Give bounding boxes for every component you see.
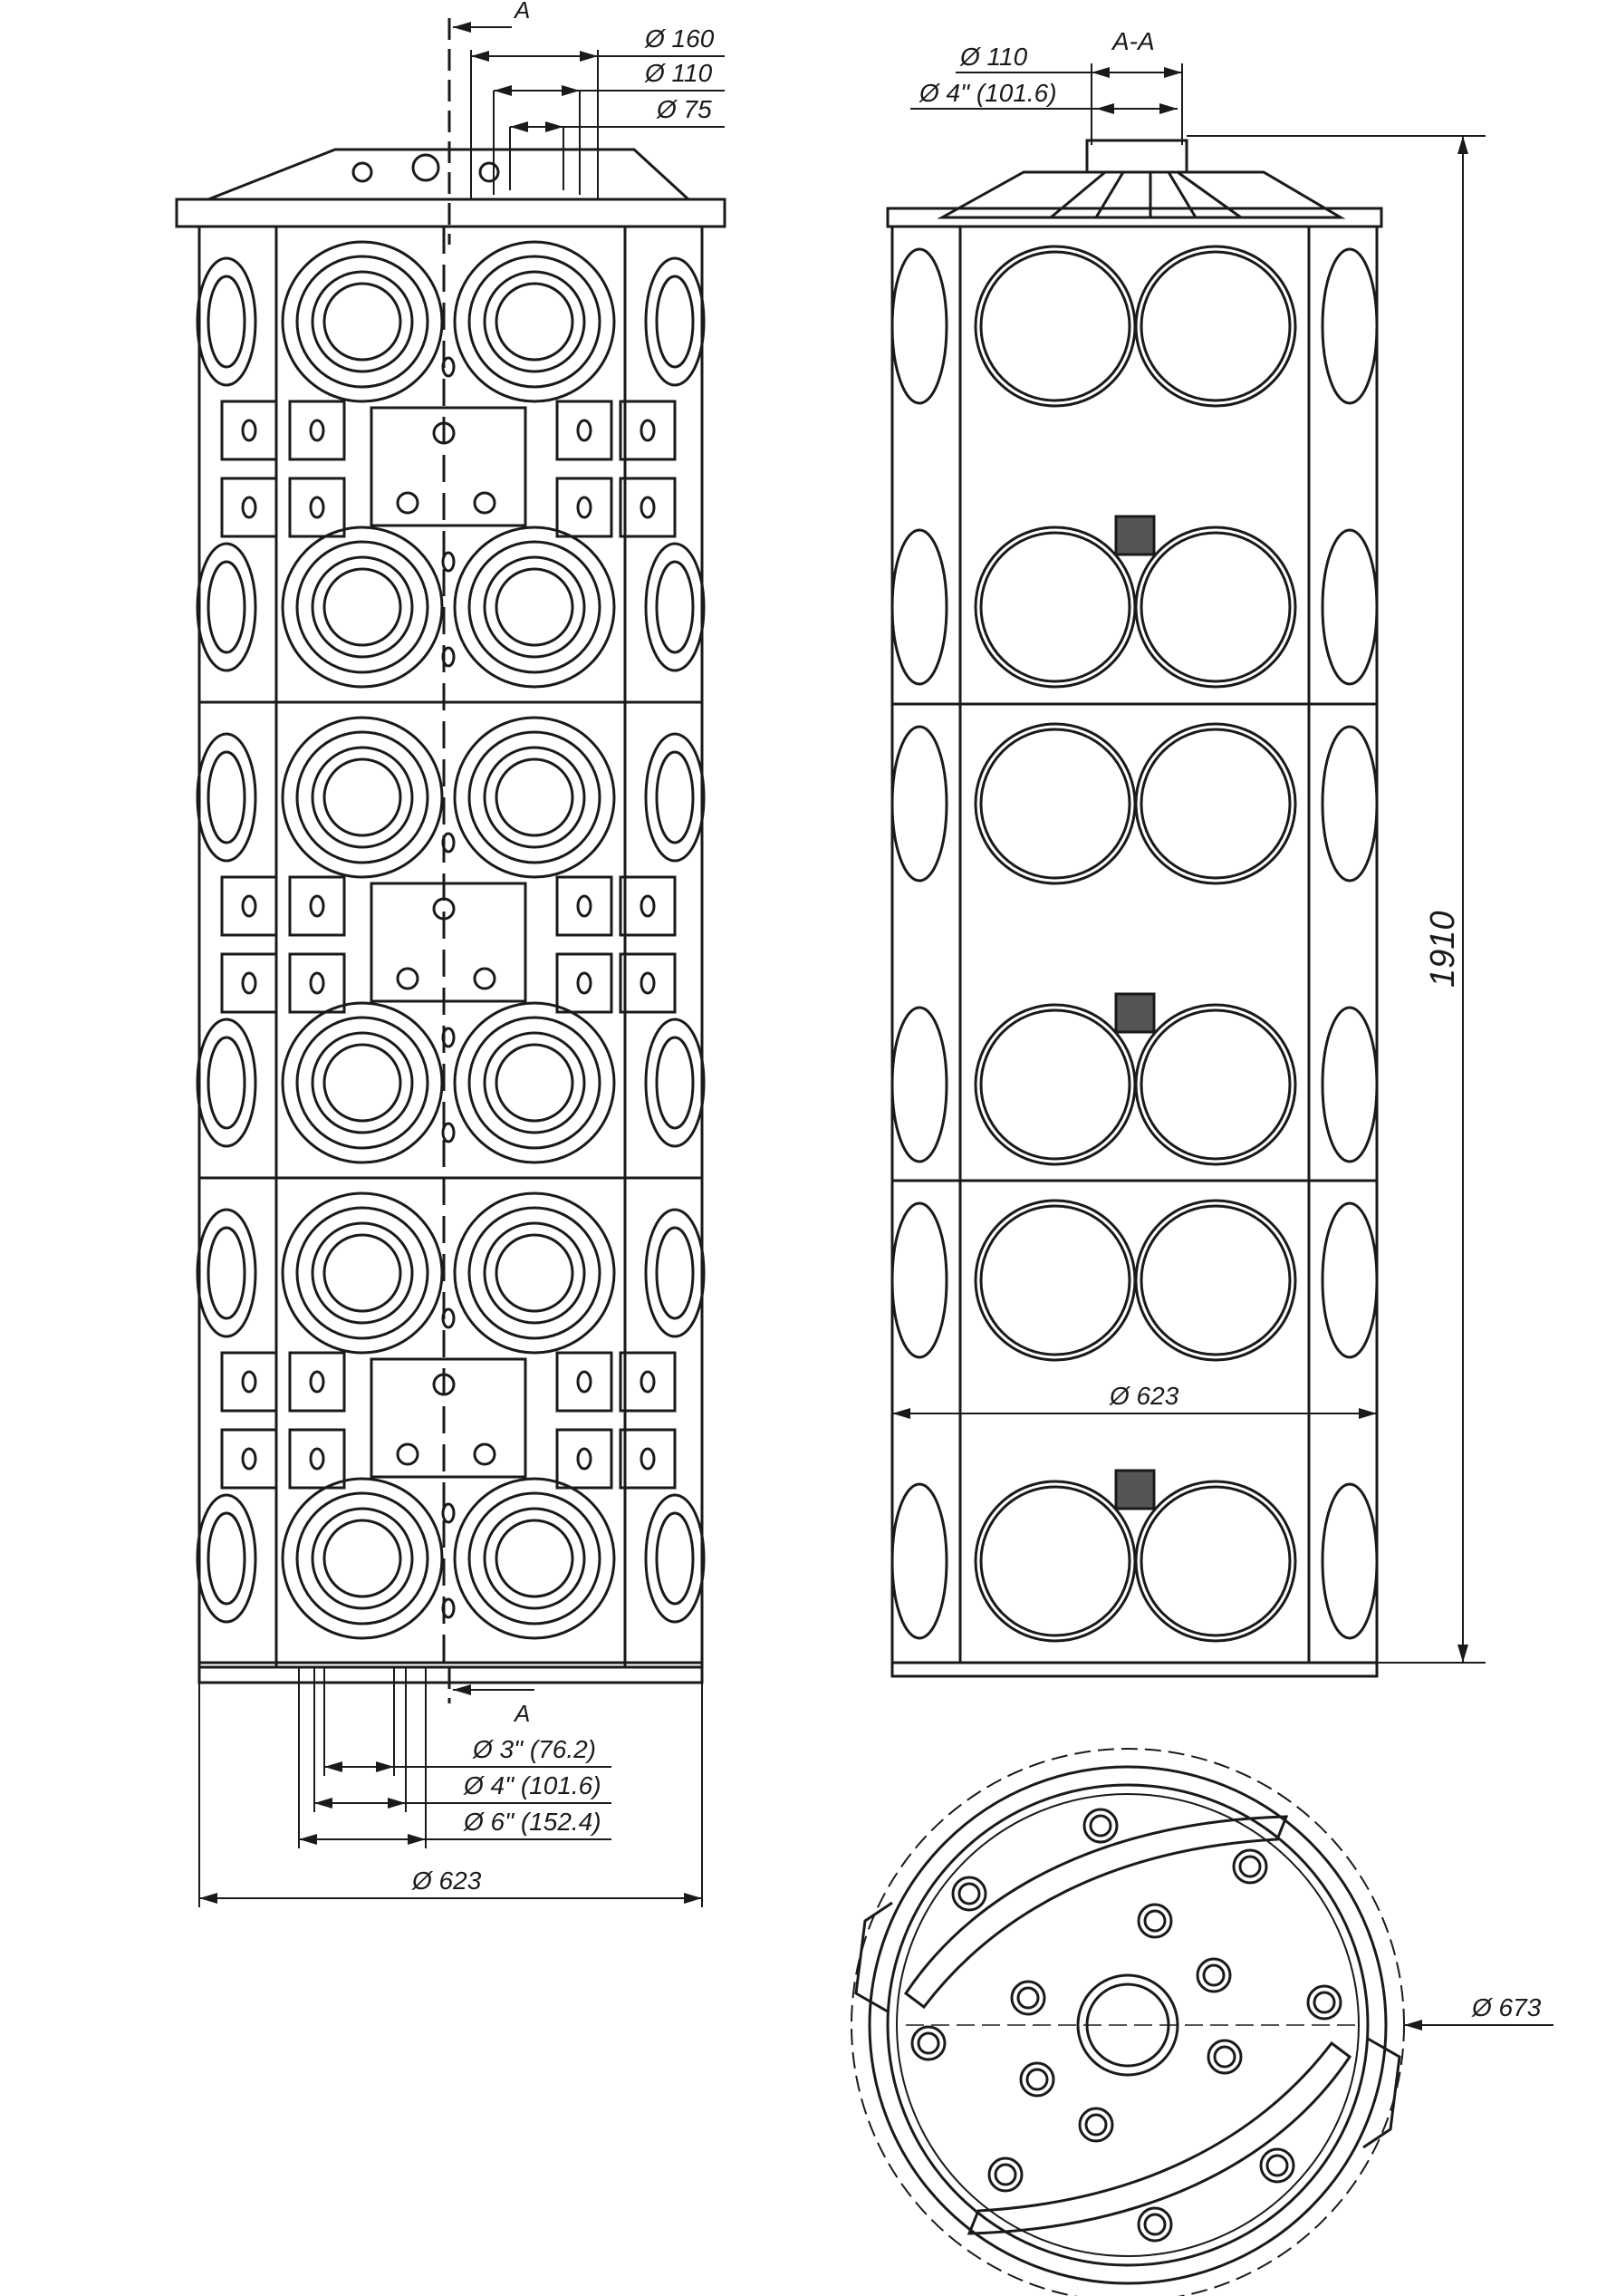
front-port-ring bbox=[297, 732, 428, 863]
front-small-hole bbox=[641, 1372, 654, 1392]
front-side-port bbox=[208, 1228, 245, 1318]
section-port-ring bbox=[1136, 1481, 1295, 1641]
front-port-ring bbox=[324, 1520, 400, 1597]
front-view bbox=[177, 18, 725, 1907]
front-port-ring bbox=[324, 1235, 400, 1311]
plan-bolt-hole bbox=[1021, 2063, 1053, 2096]
dim-label-d6in: Ø 6" (152.4) bbox=[464, 1808, 601, 1836]
section-port-ring bbox=[976, 527, 1135, 687]
front-hole-cell bbox=[290, 478, 344, 536]
dim-label-d75: Ø 75 bbox=[657, 95, 712, 123]
front-hole-cell bbox=[557, 954, 611, 1012]
dim-label-d160: Ø 160 bbox=[645, 24, 715, 53]
section-marker-bottom: A bbox=[515, 1700, 531, 1727]
section-port-ring bbox=[976, 1481, 1135, 1641]
plan-bolt-hole bbox=[1308, 1986, 1341, 2019]
front-small-hole bbox=[311, 1449, 323, 1469]
front-small-hole bbox=[243, 1449, 255, 1469]
section-side-port bbox=[1323, 249, 1377, 403]
front-port-ring bbox=[297, 1208, 428, 1338]
front-small-hole bbox=[578, 1449, 591, 1469]
front-small-hole bbox=[398, 969, 418, 989]
front-small-hole bbox=[641, 1449, 654, 1469]
front-port-ring bbox=[455, 1003, 614, 1162]
section-port-ring bbox=[976, 724, 1135, 883]
section-side-port bbox=[892, 1203, 947, 1357]
section-side-port bbox=[1323, 1008, 1377, 1162]
section-lid bbox=[888, 140, 1381, 227]
plan-bolt-hole bbox=[996, 2165, 1015, 2185]
front-port-ring bbox=[283, 242, 442, 401]
front-side-port bbox=[208, 276, 245, 367]
front-small-hole bbox=[311, 497, 323, 517]
dim-label-d4in: Ø 4" (101.6) bbox=[464, 1771, 601, 1799]
plan-bolt-hole bbox=[989, 2158, 1022, 2191]
dim-label-d3in: Ø 3" (76.2) bbox=[473, 1735, 596, 1763]
section-port-ring bbox=[976, 1005, 1135, 1164]
front-hole-cell bbox=[222, 954, 276, 1012]
front-hole-cell bbox=[290, 1430, 344, 1488]
front-small-hole bbox=[578, 973, 591, 993]
front-hole-cell bbox=[557, 401, 611, 459]
front-port-ring bbox=[324, 1045, 400, 1121]
section-side-port bbox=[892, 727, 947, 881]
section-side-port bbox=[892, 1008, 947, 1162]
front-port-ring bbox=[469, 1493, 600, 1624]
front-port-ring bbox=[496, 1045, 572, 1121]
plan-bolt-hole bbox=[1240, 1857, 1260, 1876]
front-small-hole bbox=[475, 969, 495, 989]
front-segments bbox=[197, 242, 704, 1638]
section-side-port bbox=[1323, 530, 1377, 684]
front-small-hole bbox=[243, 1372, 255, 1392]
plan-bolt-hole bbox=[912, 2027, 945, 2060]
front-port-ring bbox=[455, 1479, 614, 1638]
front-port-ring bbox=[297, 542, 428, 672]
section-view bbox=[888, 63, 1486, 1676]
plan-view bbox=[851, 1749, 1553, 2296]
front-small-hole bbox=[578, 420, 591, 440]
section-port-ring bbox=[1141, 533, 1290, 681]
dim-label-plan-outer: Ø 673 bbox=[1472, 1993, 1542, 2021]
section-port-ring bbox=[976, 1201, 1135, 1360]
front-port-ring bbox=[469, 542, 600, 672]
front-port-ring bbox=[455, 242, 614, 401]
front-port-ring bbox=[283, 1479, 442, 1638]
section-port-ring bbox=[981, 1206, 1130, 1355]
front-side-port bbox=[208, 562, 245, 652]
front-small-hole bbox=[475, 1444, 495, 1464]
front-rib-hole bbox=[443, 1124, 454, 1142]
front-small-hole bbox=[243, 973, 255, 993]
front-hole-cell bbox=[222, 478, 276, 536]
front-small-hole bbox=[475, 493, 495, 513]
front-hole-cell bbox=[222, 877, 276, 935]
front-hole-cell bbox=[222, 1353, 276, 1411]
section-port-ring bbox=[1136, 246, 1295, 406]
front-port-ring bbox=[485, 748, 584, 847]
front-port-ring bbox=[283, 1003, 442, 1162]
plan-bolt-hole bbox=[1208, 2040, 1241, 2073]
plan-bolt-hole bbox=[1012, 1982, 1044, 2014]
front-port-ring bbox=[485, 1223, 584, 1323]
front-small-hole bbox=[311, 973, 323, 993]
front-port-ring bbox=[455, 718, 614, 877]
front-hole-cell bbox=[557, 1353, 611, 1411]
front-port-ring bbox=[297, 256, 428, 387]
front-small-hole bbox=[398, 1444, 418, 1464]
plan-bolt-hole bbox=[1139, 2208, 1171, 2241]
section-label-plate bbox=[1116, 1471, 1154, 1509]
section-port-ring bbox=[981, 1010, 1130, 1159]
section-side-port bbox=[1323, 1203, 1377, 1357]
front-port-ring bbox=[485, 1033, 584, 1133]
front-side-port bbox=[657, 562, 693, 652]
front-port-ring bbox=[496, 569, 572, 645]
section-port-ring bbox=[981, 533, 1130, 681]
front-port-ring bbox=[455, 1193, 614, 1353]
front-port-ring bbox=[297, 1018, 428, 1148]
section-port-ring bbox=[1136, 1005, 1295, 1164]
front-port-ring bbox=[496, 759, 572, 835]
section-port-ring bbox=[1141, 1010, 1290, 1159]
front-port-ring bbox=[313, 1033, 412, 1133]
section-port-ring bbox=[1136, 724, 1295, 883]
front-hole-cell bbox=[620, 1353, 675, 1411]
front-port-ring bbox=[324, 569, 400, 645]
front-body-outline bbox=[199, 227, 702, 1667]
front-port-ring bbox=[469, 1208, 600, 1338]
front-small-hole bbox=[398, 493, 418, 513]
front-port-ring bbox=[324, 284, 400, 360]
front-hole-cell bbox=[290, 954, 344, 1012]
front-port-ring bbox=[496, 284, 572, 360]
front-hole-cell bbox=[290, 401, 344, 459]
front-side-port bbox=[657, 1037, 693, 1128]
front-port-ring bbox=[283, 527, 442, 687]
section-port-ring bbox=[1141, 729, 1290, 878]
section-title: A-A bbox=[1112, 27, 1155, 55]
plan-bolt-hole bbox=[1091, 1816, 1111, 1836]
front-port-ring bbox=[324, 759, 400, 835]
front-port-ring bbox=[313, 748, 412, 847]
front-port-ring bbox=[313, 272, 412, 371]
plan-bolt-hole bbox=[1139, 1905, 1171, 1937]
plan-bolt-hole bbox=[1145, 2214, 1165, 2234]
front-port-ring bbox=[469, 256, 600, 387]
front-hole-cell bbox=[290, 877, 344, 935]
plan-bolt-hole bbox=[1027, 2069, 1047, 2089]
section-side-port bbox=[892, 249, 947, 403]
front-small-hole bbox=[641, 896, 654, 916]
front-hole-cell bbox=[557, 478, 611, 536]
plan-bolt-hole bbox=[1080, 2108, 1112, 2141]
front-small-hole bbox=[641, 420, 654, 440]
front-small-hole bbox=[243, 896, 255, 916]
front-small-hole bbox=[641, 497, 654, 517]
front-port-ring bbox=[283, 1193, 442, 1353]
front-rib-hole bbox=[443, 553, 454, 571]
plan-bolt-hole bbox=[1198, 1959, 1230, 1992]
plan-bolt-hole bbox=[1204, 1965, 1224, 1985]
front-side-port bbox=[208, 752, 245, 843]
front-rib-hole bbox=[443, 1504, 454, 1522]
plan-bolt-hole bbox=[919, 2033, 938, 2053]
front-side-port bbox=[657, 1513, 693, 1604]
section-side-port bbox=[892, 530, 947, 684]
section-port-ring bbox=[981, 252, 1130, 400]
plan-bolt-hole bbox=[1267, 2156, 1287, 2175]
front-side-port bbox=[208, 1513, 245, 1604]
front-small-hole bbox=[578, 896, 591, 916]
front-hole-cell bbox=[222, 401, 276, 459]
section-port-ring bbox=[981, 729, 1130, 878]
section-label-plate bbox=[1116, 516, 1154, 555]
plan-bolt-hole bbox=[1234, 1850, 1266, 1883]
front-port-ring bbox=[313, 1223, 412, 1323]
section-port-ring bbox=[981, 1487, 1130, 1635]
plan-bolt-hole bbox=[1145, 1911, 1165, 1931]
plan-bolt-hole bbox=[1084, 1809, 1117, 1842]
front-port-ring bbox=[297, 1493, 428, 1624]
front-hole-cell bbox=[557, 1430, 611, 1488]
section-port-ring bbox=[1141, 1206, 1290, 1355]
section-body-outline bbox=[892, 227, 1377, 1663]
front-port-ring bbox=[496, 1520, 572, 1597]
front-side-port bbox=[657, 276, 693, 367]
section-port-ring bbox=[976, 246, 1135, 406]
plan-bolt-hole bbox=[1086, 2115, 1106, 2135]
section-side-port bbox=[1323, 1484, 1377, 1638]
front-port-ring bbox=[496, 1235, 572, 1311]
front-side-port bbox=[208, 1037, 245, 1128]
section-marker-top: A bbox=[515, 0, 531, 24]
front-hole-cell bbox=[620, 401, 675, 459]
plan-bolt-hole bbox=[1261, 2149, 1294, 2182]
front-small-hole bbox=[311, 420, 323, 440]
front-port-ring bbox=[469, 1018, 600, 1148]
front-port-ring bbox=[283, 718, 442, 877]
front-port-ring bbox=[313, 1509, 412, 1608]
plan-bolt-hole bbox=[1018, 1988, 1038, 2008]
section-side-port bbox=[892, 1484, 947, 1638]
front-hole-cell bbox=[620, 954, 675, 1012]
front-hole-cell bbox=[222, 1430, 276, 1488]
dim-label-section-width: Ø 623 bbox=[1110, 1382, 1179, 1410]
plan-bolt-hole bbox=[959, 1884, 979, 1904]
plan-bolt-hole bbox=[1215, 2047, 1235, 2067]
dim-label-front-width: Ø 623 bbox=[412, 1867, 482, 1895]
section-side-port bbox=[1323, 727, 1377, 881]
front-port-ring bbox=[455, 527, 614, 687]
front-small-hole bbox=[311, 1372, 323, 1392]
front-side-port bbox=[657, 752, 693, 843]
front-hole-cell bbox=[620, 478, 675, 536]
front-port-ring bbox=[485, 557, 584, 657]
dim-label-section-d4in: Ø 4" (101.6) bbox=[919, 79, 1057, 107]
section-port-ring bbox=[1136, 1201, 1295, 1360]
front-port-ring bbox=[485, 1509, 584, 1608]
section-port-ring bbox=[1141, 252, 1290, 400]
section-dims bbox=[892, 63, 1486, 1676]
dim-label-height: 1910 bbox=[1424, 911, 1462, 988]
front-small-hole bbox=[243, 420, 255, 440]
front-port-ring bbox=[469, 732, 600, 863]
front-hole-cell bbox=[620, 1430, 675, 1488]
section-port-ring bbox=[1141, 1487, 1290, 1635]
section-label-plate bbox=[1116, 994, 1154, 1032]
front-port-ring bbox=[485, 272, 584, 371]
front-small-hole bbox=[641, 973, 654, 993]
front-hole-cell bbox=[620, 877, 675, 935]
front-small-hole bbox=[311, 896, 323, 916]
section-rings bbox=[892, 246, 1377, 1641]
front-port-ring bbox=[313, 557, 412, 657]
front-small-hole bbox=[243, 497, 255, 517]
front-side-port bbox=[657, 1228, 693, 1318]
section-port-ring bbox=[1136, 527, 1295, 687]
plan-bolt-hole bbox=[1314, 1992, 1334, 2012]
front-small-hole bbox=[578, 1372, 591, 1392]
front-hole-cell bbox=[557, 877, 611, 935]
dim-label-section-d110: Ø 110 bbox=[960, 43, 1028, 71]
dim-label-d110: Ø 110 bbox=[645, 59, 713, 87]
plan-bolt-hole bbox=[953, 1877, 986, 1910]
front-small-hole bbox=[578, 497, 591, 517]
front-hole-cell bbox=[290, 1353, 344, 1411]
